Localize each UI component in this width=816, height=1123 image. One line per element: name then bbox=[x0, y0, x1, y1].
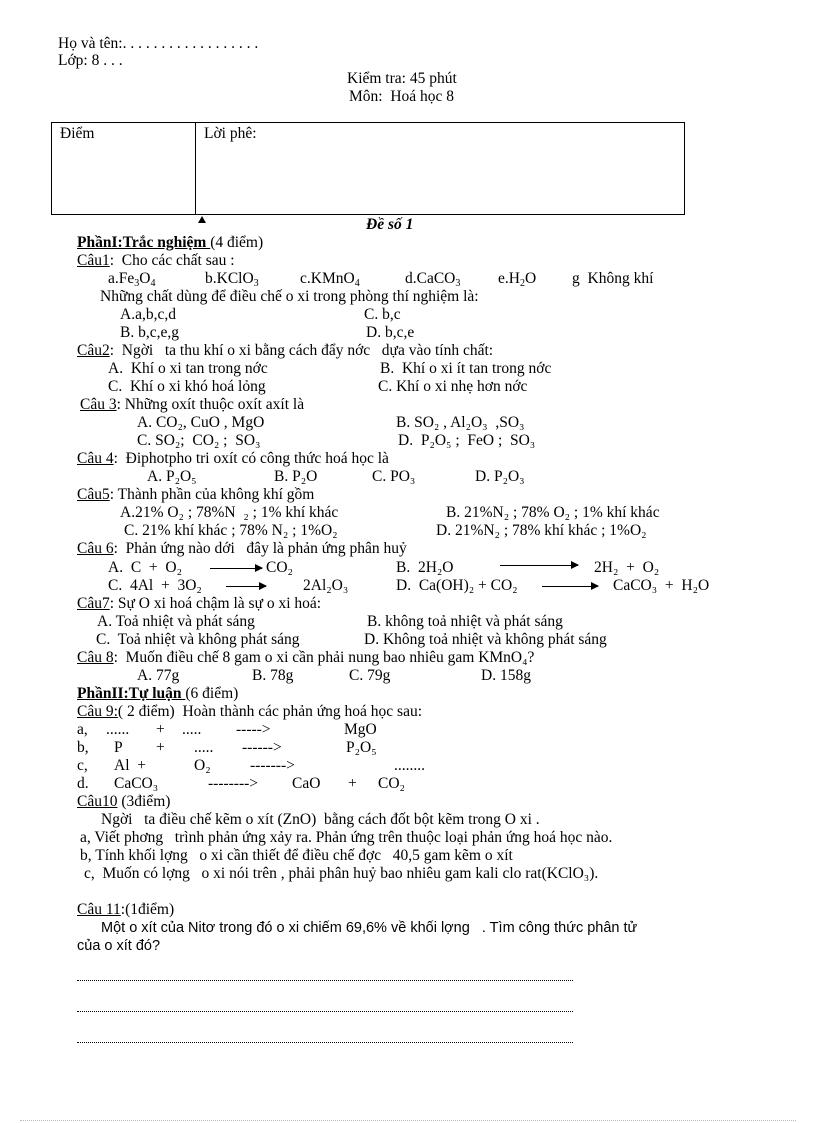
q9b-arrow: ------> bbox=[242, 739, 282, 756]
q7-option-a[interactable]: A. Toả nhiệt và phát sáng bbox=[97, 613, 255, 630]
q5-option-c[interactable]: C. 21% khí khác ; 78% N₂ ; 1%O₂ bbox=[124, 522, 338, 539]
q11-line-1: Một o xít của Nitơ trong đó o xi chiếm 69,6% về khối lợng . Tìm công thức phân tử bbox=[101, 920, 638, 936]
q10-points: (3điểm) bbox=[117, 793, 171, 810]
q9a-label: a, bbox=[77, 721, 88, 738]
q7-label: Câu7 bbox=[77, 595, 110, 612]
q6-a-arrow-icon bbox=[210, 568, 262, 569]
student-name-line: Họ và tên:. . . . . . . . . . . . . . . . . . bbox=[58, 35, 259, 52]
part2-heading bbox=[77, 685, 238, 703]
q3-stem: : Những oxít thuộc oxít axít là bbox=[116, 396, 305, 413]
q9d-reactant: CaCO₃ bbox=[114, 775, 159, 792]
q9a-blank-1[interactable]: ...... bbox=[106, 721, 130, 738]
q11-points: :(1điểm) bbox=[120, 901, 175, 918]
q4-stem: : Điphotpho tri oxít có công thức hoá học là bbox=[113, 450, 389, 467]
class-line: Lớp: 8 . . . bbox=[58, 52, 123, 69]
q6-stem: : Phản ứng nào dới đây là phản ứng phân huỷ bbox=[113, 540, 407, 557]
q7-option-c[interactable]: C. Toả nhiệt và không phát sáng bbox=[96, 631, 300, 648]
q7-stem: : Sự O xi hoá chậm là sự o xi hoá: bbox=[109, 595, 322, 612]
q10-line-4: c, Muốn có lợng o xi nói trên , phải phân huỷ bao nhiêu gam kali clo rat(KClO₃). bbox=[84, 865, 599, 882]
q1-item-e: e.H bbox=[498, 270, 520, 287]
q1-item-c-wrap bbox=[300, 270, 360, 288]
q3-option-a[interactable]: A. CO₂, CuO , MgO bbox=[137, 414, 265, 431]
q4-label: Câu 4 bbox=[77, 450, 114, 467]
q6-option-a-left[interactable]: A. C + O₂ bbox=[108, 559, 182, 576]
q9a-product: MgO bbox=[344, 721, 377, 738]
subject-line: Môn: Hoá học 8 bbox=[349, 88, 455, 105]
q4-option-b[interactable]: B. P₂O bbox=[274, 468, 318, 485]
q6-b-arrow-icon bbox=[500, 565, 578, 566]
score-label: Điểm bbox=[60, 125, 95, 142]
q9d-product-1: CaO bbox=[292, 775, 321, 792]
q9c-arrow: -------> bbox=[250, 757, 295, 774]
q1-item-c: c.KMnO bbox=[300, 270, 355, 287]
q6-option-a-right: CO₂ bbox=[266, 559, 293, 576]
q1-item-e-end: O bbox=[524, 270, 537, 287]
q8-option-a[interactable]: A. 77g bbox=[137, 667, 180, 684]
q5-option-d[interactable]: D. 21%N₂ ; 78% khí khác ; 1%O₂ bbox=[436, 522, 647, 539]
q6-option-d-left[interactable]: D. Ca(OH)₂ + CO₂ bbox=[396, 577, 518, 594]
q1-stem-line bbox=[77, 252, 235, 270]
q4-option-d[interactable]: D. P₂O₃ bbox=[475, 468, 525, 485]
q1-item-a: a.Fe bbox=[108, 270, 135, 287]
q1-option-a[interactable]: A.a,b,c,d bbox=[120, 306, 176, 323]
q4-stem-line bbox=[77, 450, 389, 468]
q4-option-c[interactable]: C. PO₃ bbox=[372, 468, 416, 485]
q11-line-2: của o xít đó? bbox=[77, 938, 161, 954]
q9d-label: d. bbox=[77, 775, 89, 792]
answer-line[interactable] bbox=[77, 1011, 573, 1012]
q11-stem-line bbox=[77, 901, 174, 919]
q1-item-a-sub2: 4 bbox=[150, 278, 156, 289]
q9d-product-2: CO₂ bbox=[378, 775, 405, 792]
q10-stem-line bbox=[77, 793, 170, 811]
q9d-arrow: --------> bbox=[208, 775, 259, 792]
q1-option-b[interactable]: B. b,c,e,g bbox=[120, 324, 179, 341]
q2-option-b[interactable]: B. Khí o xi ít tan trong nớc bbox=[380, 360, 552, 377]
q1-item-b: b.KClO bbox=[205, 270, 254, 287]
q1-option-d[interactable]: D. b,c,e bbox=[366, 324, 415, 341]
q9c-label: c, bbox=[77, 757, 88, 774]
q9b-blank[interactable]: ..... bbox=[194, 739, 214, 756]
q9b-product: P₂O₅ bbox=[346, 739, 377, 756]
q7-option-d[interactable]: D. Không toả nhiệt và không phát sáng bbox=[364, 631, 607, 648]
q1-item-d-sub: 3 bbox=[455, 278, 461, 289]
q9c-oxygen: O₂ bbox=[194, 757, 211, 774]
q9b-plus: + bbox=[156, 739, 165, 756]
q2-option-c[interactable]: C. Khí o xi khó hoá lỏng bbox=[108, 378, 266, 395]
q1-item-b-wrap bbox=[205, 270, 259, 288]
page-bottom-divider bbox=[20, 1120, 796, 1121]
q6-c-arrow-icon bbox=[226, 586, 266, 587]
q1-item-a-sub1: 3 bbox=[134, 278, 140, 289]
q11-label: Câu 11 bbox=[77, 901, 121, 918]
q1-item-e-sub: 2 bbox=[519, 278, 525, 289]
q1-label: Câu1 bbox=[77, 252, 110, 269]
q7-option-b[interactable]: B. không toả nhiệt và phát sáng bbox=[367, 613, 563, 630]
q10-label: Câu10 bbox=[77, 793, 118, 810]
q8-option-c[interactable]: C. 79g bbox=[349, 667, 391, 684]
q3-label: Câu 3 bbox=[80, 396, 117, 413]
q9b-label: b, bbox=[77, 739, 89, 756]
exam-title: Kiểm tra: 45 phút bbox=[347, 70, 457, 87]
part2-title: PhầnII:Tự luận bbox=[77, 685, 186, 702]
q6-option-b-right: 2H₂ + O₂ bbox=[594, 559, 660, 576]
q4-option-a[interactable]: A. P₂O₅ bbox=[147, 468, 197, 485]
q1-item-d-wrap bbox=[405, 270, 460, 288]
q9b-reactant: P bbox=[114, 739, 123, 756]
q9-stem-line bbox=[77, 703, 422, 721]
q1-item-g: g Không khí bbox=[572, 270, 654, 287]
score-box bbox=[51, 122, 685, 215]
exam-code: Đề số 1 bbox=[366, 216, 414, 233]
comment-label: Lời phê: bbox=[204, 125, 257, 142]
q2-option-d[interactable]: C. Khí o xi nhẹ hơn nớc bbox=[378, 378, 528, 395]
q9c-reactant: Al + bbox=[114, 757, 146, 774]
q3-option-b[interactable]: B. SO₂ , Al₂O₃ ,SO₃ bbox=[396, 414, 525, 431]
q10-line-2: a, Viết phơng trình phản ứng xảy ra. Phản ứng trên thuộc loại phản ứng hoá học nào. bbox=[80, 829, 613, 846]
q10-line-1: Ngời ta điều chế kẽm o xít (ZnO) bằng cách đốt bột kẽm trong O xi . bbox=[101, 811, 540, 828]
q8-stem: : Muốn điều chế 8 gam o xi cần phải nung bao nhiêu gam KMnO₄? bbox=[113, 649, 535, 666]
part1-title: PhầnI:Trắc nghiệm bbox=[77, 234, 211, 251]
q5-option-b[interactable]: B. 21%N₂ ; 78% O₂ ; 1% khí khác bbox=[446, 504, 660, 521]
q9-stem: ( 2 điểm) Hoàn thành các phản ứng hoá học sau: bbox=[117, 703, 423, 720]
q3-stem-line bbox=[80, 396, 304, 414]
q5-stem-line bbox=[77, 486, 314, 504]
q8-stem-line bbox=[77, 649, 534, 667]
q2-stem-line bbox=[77, 342, 493, 360]
q5-stem: : Thành phần của không khí gồm bbox=[109, 486, 315, 503]
q5-label: Câu5 bbox=[77, 486, 110, 503]
q9a-blank-2[interactable]: ..... bbox=[182, 721, 202, 738]
q5-option-a[interactable]: A.21% O₂ ; 78%N ₂ ; 1% khí khác bbox=[120, 504, 339, 521]
answer-line[interactable] bbox=[77, 980, 573, 981]
q9c-blank[interactable]: ........ bbox=[394, 757, 425, 774]
q9d-plus: + bbox=[348, 775, 357, 792]
cursor-mark bbox=[198, 216, 206, 223]
q1-option-c[interactable]: C. b,c bbox=[364, 306, 401, 323]
q10-line-3: b, Tính khối lợng o xi cần thiết để điều chế đợc 40,5 gam kẽm o xít bbox=[80, 847, 513, 864]
q8-option-d[interactable]: D. 158g bbox=[481, 667, 531, 684]
q9a-plus: + bbox=[156, 721, 165, 738]
q6-option-b-left[interactable]: B. 2H₂O bbox=[396, 559, 454, 576]
answer-line[interactable] bbox=[77, 1042, 573, 1043]
part1-heading bbox=[77, 234, 263, 252]
q9a-arrow: -----> bbox=[236, 721, 271, 738]
q6-d-arrow-icon bbox=[542, 586, 598, 587]
q9-label: Câu 9: bbox=[77, 703, 118, 720]
q2-option-a[interactable]: A. Khí o xi tan trong nớc bbox=[108, 360, 268, 377]
q2-label: Câu2 bbox=[77, 342, 110, 359]
q6-stem-line bbox=[77, 540, 407, 558]
q6-option-c-left[interactable]: C. 4Al + 3O₂ bbox=[108, 577, 202, 594]
q1-item-d: d.CaCO bbox=[405, 270, 456, 287]
q1-items bbox=[108, 270, 155, 288]
q8-option-b[interactable]: B. 78g bbox=[252, 667, 294, 684]
q3-option-c[interactable]: C. SO₂; CO₂ ; SO₃ bbox=[137, 432, 261, 449]
q2-stem: : Ngời ta thu khí o xi bằng cách đẩy nớc dựa vào tính chất: bbox=[109, 342, 494, 359]
part2-points: (6 điểm) bbox=[185, 685, 239, 702]
q7-stem-line bbox=[77, 595, 321, 613]
q1-item-a-mid: O bbox=[139, 270, 151, 287]
q1-item-e-wrap bbox=[498, 270, 536, 288]
q1-item-c-sub: 4 bbox=[354, 278, 360, 289]
score-box-divider bbox=[195, 123, 196, 214]
q6-option-c-right: 2Al₂O₃ bbox=[303, 577, 349, 594]
q1-stem: : Cho các chất sau : bbox=[109, 252, 235, 269]
q6-label: Câu 6 bbox=[77, 540, 114, 557]
q6-option-d-right: CaCO₃ + H₂O bbox=[613, 577, 710, 594]
q8-label: Câu 8 bbox=[77, 649, 114, 666]
q3-option-d[interactable]: D. P₂O₅ ; FeO ; SO₃ bbox=[398, 432, 536, 449]
q1-item-b-sub: 3 bbox=[253, 278, 259, 289]
q1-prompt: Những chất dùng để điều chế o xi trong phòng thí nghiệm là: bbox=[100, 288, 479, 305]
part1-points: (4 điểm) bbox=[210, 234, 264, 251]
